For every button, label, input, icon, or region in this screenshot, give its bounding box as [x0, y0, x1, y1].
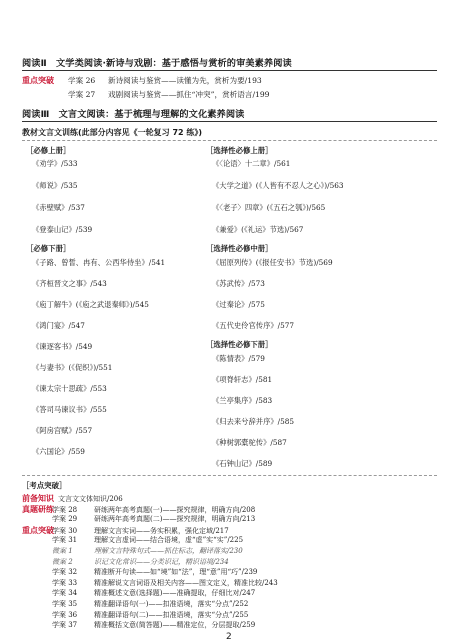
text-item: 《齐桓晋文之事》/543	[32, 279, 107, 288]
list-row	[22, 546, 243, 556]
text-item: 《大学之道》(《人皆有不忍人之心》)/563	[212, 181, 344, 190]
box-rule-bottom	[22, 475, 437, 476]
text-item: 《陈情表》/579	[212, 354, 265, 363]
list-row	[22, 599, 248, 609]
text-item: 《劝学》/533	[32, 159, 78, 168]
page-number: 2	[226, 632, 232, 642]
row-text: 精准翻译语句(一)——扣准语境，落实“分点”/252	[94, 600, 249, 608]
list-row	[22, 514, 255, 524]
text-item: 《鸿门宴》/547	[32, 321, 85, 330]
lesson-number: 学案 28	[52, 505, 78, 514]
list-row	[22, 525, 229, 536]
section2-title: 阅读Ⅱ 文学类阅读·新诗与戏剧：基于感悟与赏析的审美素养阅读	[22, 58, 292, 69]
lesson-number: 学案 30	[52, 526, 78, 535]
lesson-number: 学案 37	[52, 621, 78, 630]
row-text: 研练两年高考真题(一)——探究规律，明确方向/208	[94, 505, 256, 514]
lesson-number: 学案 35	[52, 600, 78, 608]
row-text: 精准概括文意(简答题)——精准定位，分层提取/259	[94, 621, 256, 630]
lesson-number: 学案 33	[52, 578, 78, 587]
section3-title: 阅读Ⅲ 文言文阅读：基于梳理与理解的文化素养阅读	[22, 109, 245, 120]
text-item: 《谏逐客书》/549	[32, 342, 93, 351]
group-tag: ［选择性必修中册］	[206, 244, 273, 253]
lesson-number: 学案 32	[52, 568, 78, 577]
text-item: 《登泰山记》/539	[32, 225, 93, 234]
lesson-number: 学案 26	[68, 76, 96, 85]
text-item: 《〈论语〉十二章》/561	[212, 159, 291, 168]
text-item: 《苏武传》/573	[212, 279, 265, 288]
lesson-text: 戏剧阅读与鉴赏——抓住“冲突”，赏析语言/199	[108, 90, 270, 99]
list-row	[22, 567, 257, 577]
list-row	[22, 588, 255, 598]
lesson-number: 学案 27	[68, 90, 96, 99]
box-heading: 教材文言文训练(此部分内容见《一轮复习 72 练》)	[22, 128, 203, 137]
list-row	[22, 504, 255, 515]
group-tag: ［选择性必修上册］	[206, 146, 273, 155]
text-item: 《过秦论》/575	[212, 300, 265, 309]
text-item: 《庖丁解牛》(《庖之武退秦师》)/545	[32, 300, 149, 309]
section2-label: 重点突破	[22, 76, 54, 85]
row-text: 识记文化常识——分类识记，精识语境/234	[94, 557, 229, 566]
list-row	[22, 557, 229, 567]
row-label: 重点突破	[22, 525, 54, 535]
group-tag: ［必修上册］	[26, 146, 71, 155]
row-text: 研练两年高考真题(二)——探究规律，明确方向/213	[94, 515, 256, 524]
text-item: 《归去来兮辞并序》/585	[212, 417, 295, 426]
row-label: 真题研练	[22, 504, 54, 514]
text-item: 《子路、曾皙、冉有、公西华侍坐》/541	[32, 258, 166, 267]
text-item: 《六国论》/559	[32, 447, 85, 456]
text-item: 《与妻书》(《促织》)/551	[32, 363, 113, 372]
text-item: 《阿房宫赋》/557	[32, 426, 93, 435]
text-item: 《屈原列传》(《报任安书》节选)/569	[212, 258, 333, 267]
list-row	[22, 578, 278, 588]
group-tag: ［考点突破］	[22, 481, 67, 490]
text-item: 《兰亭集序》/583	[212, 396, 273, 405]
row-text: 理解文言实词——务实积累，强化定域/217	[94, 526, 229, 535]
row-text: 文言文文体知识/206	[58, 495, 123, 503]
section2-entry	[68, 89, 270, 100]
row-text: 精准概述文意(选择题)——准确提取，仔细比对/247	[94, 589, 256, 598]
box-rule	[22, 140, 437, 141]
lesson-number: 微案 1	[52, 547, 73, 555]
lesson-number: 学案 31	[52, 536, 78, 545]
lesson-text: 新诗阅读与鉴赏——读懂为先，赏析为要/193	[108, 76, 262, 85]
list-row	[22, 620, 255, 630]
text-item: 《〈老子〉四章》(《五石之瓠》)/565	[212, 203, 326, 212]
text-item: 《种树郭橐驼传》/587	[212, 438, 287, 447]
row-text: 精准断开句读——如“境”如“法”，理“意”用“巧”/239	[94, 568, 258, 577]
lesson-number: 微案 2	[52, 557, 73, 566]
row-text: 理解文言虚词——结合语境，虚“虚”实“实”/225	[94, 536, 244, 545]
group-tag: ［必修下册］	[26, 244, 71, 253]
row-label: 前备知识	[22, 494, 54, 503]
text-item: 《赤壁赋》/537	[32, 203, 85, 212]
text-item: 《谏太宗十思疏》/553	[32, 384, 107, 393]
text-item: 《五代史伶官传序》/577	[212, 321, 295, 330]
lesson-number: 学案 34	[52, 589, 78, 598]
text-item: 《兼爱》(《礼运》节选)/567	[212, 225, 304, 234]
text-item: 《项脊轩志》/581	[212, 375, 273, 384]
section2-rule	[22, 70, 437, 71]
group-tag: ［选择性必修下册］	[206, 340, 273, 349]
row-text: 精准翻译语句(二)——扣准语境，落实“分点”/255	[94, 610, 249, 619]
list-row	[22, 493, 123, 504]
text-item: 《石钟山记》/589	[212, 459, 273, 468]
row-text: 理解文言特殊句式——抓住标志，翻译落实/230	[94, 547, 243, 555]
text-item: 《答司马谏议书》/555	[32, 405, 107, 414]
list-row	[22, 610, 248, 620]
section3-rule	[22, 121, 437, 122]
section2-entry	[68, 75, 262, 86]
row-text: 精准解说文言词语及相关内容——图文定义，精准比较/243	[94, 578, 278, 587]
text-item: 《师说》/535	[32, 181, 78, 190]
lesson-number: 学案 29	[52, 515, 78, 524]
lesson-number: 学案 36	[52, 610, 78, 619]
list-row	[22, 535, 243, 545]
